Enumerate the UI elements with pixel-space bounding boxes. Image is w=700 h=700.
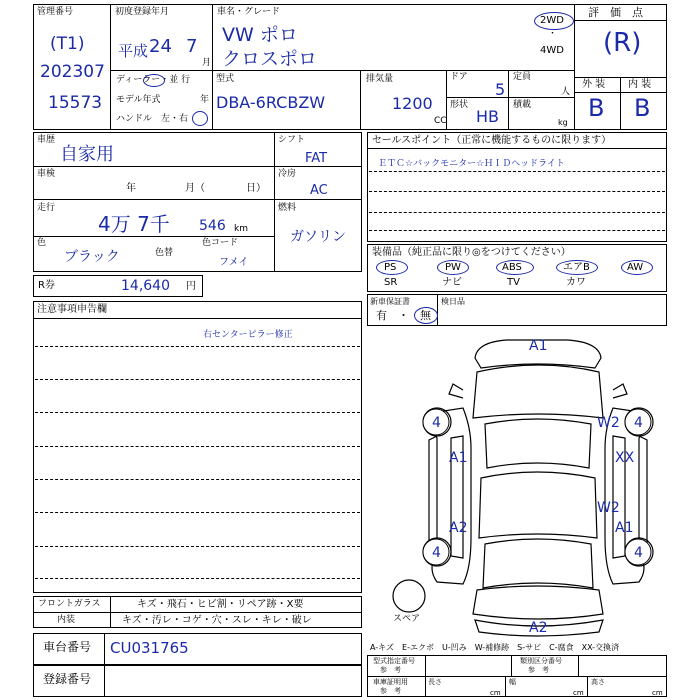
displacement: 1200 [392,94,433,113]
capacity-unit: 人 [561,87,571,97]
inspection-month: 月（ [185,183,205,194]
color-change-label: 色替 [155,248,174,258]
load-unit: kg [558,118,568,127]
equip-leather: カワ [566,277,586,288]
model-type: DBA-6RCBZW [216,93,326,112]
width-unit: cm [573,689,584,697]
height-label: 高さ [591,678,605,686]
equip-abs-circle [496,260,534,275]
km-unit: km [234,224,248,234]
chassis-label: 車台番号 [43,640,92,654]
interior-score: B [634,94,651,122]
mileage-value: 4万 7千 [98,212,170,236]
damage-mark: 4 [634,545,643,561]
equipment-label: 装備品（純正品に限り◎をつけてください） [372,247,571,258]
damage-mark: 4 [432,415,441,431]
glass-interior-value: キズ・汚レ・コゲ・穴・スレ・キレ・破レ [122,615,312,626]
equip-tv: TV [507,277,520,288]
delivery-label: 検日品 [441,297,465,306]
front-glass-label: フロントガラス [38,599,101,609]
damage-mark: W2 [597,500,620,516]
name-label: 車名・グレード [217,7,281,17]
color-code: フメイ [219,257,249,268]
dealer-circle [143,74,165,87]
fuel-label: 燃料 [278,203,297,213]
reg-year: 24 [149,36,172,57]
notes-block [33,301,362,593]
equip-pw-circle [437,260,469,275]
score-label: 評 価 点 [588,6,643,19]
shift-value: FAT [305,151,328,166]
mileage-label: 走行 [37,203,56,213]
body-label: 形状 [450,100,469,110]
equip-sr: SR [384,277,398,288]
sales-point-label: セールスポイント（正常に機能するものに限ります） [372,135,612,146]
front-glass-value: キズ・飛石・ヒビ割・リペア跡・X要 [137,599,304,610]
notes-label: 注意事項申告欄 [37,304,107,315]
first-reg-label: 初度登録年月 [115,7,170,17]
exterior-score: B [588,94,605,122]
model-year-label: モデル年式 [116,95,161,105]
exterior-label: 外 装 [582,79,606,90]
length-unit: cm [490,689,501,697]
length-label: 長さ [428,678,442,686]
damage-mark: 4 [432,545,441,561]
r-ticket-block [33,275,203,297]
equip-airbag: エアB [563,262,590,273]
aircon-value: AC [310,183,328,198]
warranty-label: 新車保証書 [370,297,410,306]
reg-month: 7 [186,36,198,57]
cert-label: 車庫証明用 [373,678,408,686]
cert-ref: 参 考 [380,687,401,695]
dealer-label: ディーラー・並 行 [116,75,191,85]
glass-interior-label: 内装 [57,615,76,625]
year-unit: 年 [200,95,210,105]
handle-label: ハンドル 左・右 [116,114,189,124]
score-value: (R) [603,28,642,58]
damage-mark: A1 [615,520,634,536]
kanri-no1: 202307 [40,62,105,82]
body-type: HB [476,107,500,126]
notes-text: 右センターピラー修正 [203,330,293,340]
damage-mark: A2 [449,520,468,536]
spare-label: スペア [393,614,421,624]
color-code-label: 色コード [202,238,239,248]
equip-aw-circle [621,260,653,275]
damage-mark: A1 [529,338,548,354]
class-no-label: 類別区分番号 [520,657,562,665]
shift-label: シフト [278,135,306,145]
damage-mark: W2 [597,415,620,431]
car-grade: クロスポロ [222,48,318,70]
inspection-day: 日） [246,183,266,194]
load-label: 積載 [513,100,532,110]
doors: 5 [495,80,506,99]
equip-ps-circle [376,260,408,275]
drive-4wd: 4WD [540,45,564,56]
inspection-year: 年 [126,183,136,194]
handle-circle [192,111,208,126]
inspection-label: 車検 [37,169,56,179]
month-unit: 月 [202,58,212,68]
r-ticket-label: R券 [38,280,55,291]
doors-label: ドア [450,72,468,82]
mileage-sub: 546 [199,218,226,234]
drive-2wd: 2WD [540,15,564,26]
type-no-label: 型式指定番号 [373,657,415,665]
color-value: ブラック [64,249,120,265]
capacity-label: 定員 [513,72,532,82]
damage-mark: 4 [634,415,643,431]
equip-navi: ナビ [442,277,462,288]
equip-pw: PW [445,262,461,273]
type-no-ref: 参 考 [380,666,401,674]
displacement-label: 排気量 [366,74,394,84]
drive-dot: ・ [548,29,558,39]
warranty-value: 有 ・ 無 [376,309,431,322]
chassis-value: CU031765 [110,639,189,657]
class-no-ref: 参 考 [528,666,549,674]
equip-aw: AW [627,262,644,273]
car-name: VW ポロ [222,24,298,46]
kanri-label: 管理番号 [37,7,74,17]
sales-point-text: ＥＴＣ☆バックモニター☆ＨＩＤヘッドライト [378,159,565,169]
car-diagram [367,328,667,638]
damage-mark: XX [615,450,635,466]
kanri-no2: 15573 [48,93,103,113]
equip-ps: PS [384,262,397,273]
history-value: 自家用 [60,144,114,165]
type-label: 型式 [216,74,235,84]
width-label: 幅 [509,678,516,686]
aircon-label: 冷房 [278,169,297,179]
registration-label: 登録番号 [43,672,92,686]
r-ticket-value: 14,640 [121,278,170,294]
color-label: 色 [37,238,47,248]
era: 平成 [118,42,149,60]
warranty-circle [414,307,438,324]
equip-airbag-circle [556,260,598,275]
height-unit: cm [652,689,663,697]
fuel-value: ガソリン [290,229,346,245]
history-label: 車歴 [37,135,56,145]
cc-unit: CC [434,116,447,126]
r-ticket-unit: 円 [186,281,196,292]
damage-mark: A1 [449,450,468,466]
equip-abs: ABS [502,262,522,273]
interior-label: 内 装 [628,79,652,90]
kanri-tag: (T1) [50,34,85,54]
damage-legend: A-キズ E-エクボ U-凹み W-補修跡 S-サビ C-腐食 XX-交換済 [370,643,620,652]
damage-mark: A2 [529,620,548,636]
